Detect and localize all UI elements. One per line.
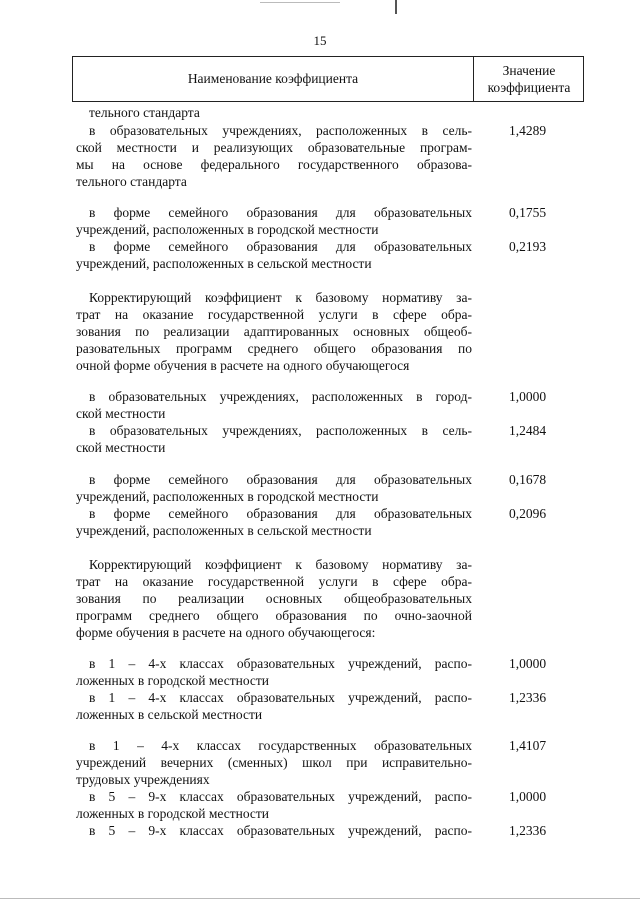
header-value-column xyxy=(474,57,584,101)
text-line: ской местности xyxy=(76,406,166,421)
text-line: трудовых учреждениях xyxy=(76,772,210,787)
text-line: в форме семейного образования для образовательных xyxy=(89,506,472,521)
scan-mark xyxy=(0,898,640,899)
text-line: Корректирующий коэффициент к базовому нормативу за- xyxy=(89,557,472,572)
header-name-column: Наименование коэффициента xyxy=(187,71,359,86)
coefficient-value: 1,4289 xyxy=(508,123,547,138)
text-line: ложенных в сельской местности xyxy=(76,707,263,722)
text-line: в образовательных учреждениях, расположенных в сель- xyxy=(89,423,472,438)
text-line: учреждений, расположенных в городской местности xyxy=(76,489,379,504)
coefficient-value: 1,0000 xyxy=(508,389,547,404)
text-line: в форме семейного образования для образовательных xyxy=(89,472,472,487)
text-line: в 5 – 9-х классах образовательных учреждений, распо- xyxy=(89,789,472,804)
header-value-line1: Значение xyxy=(502,63,556,78)
text-line: в 1 – 4-х классах государственных образовательных xyxy=(89,738,472,753)
coefficient-value: 0,2193 xyxy=(508,239,547,254)
header-value-line2: коэффициента xyxy=(487,80,571,95)
text-line: тельного стандарта xyxy=(76,174,187,189)
text-line: Корректирующий коэффициент к базовому нормативу за- xyxy=(89,290,472,305)
text-line: в 1 – 4-х классах образовательных учреждений, распо- xyxy=(89,690,472,705)
text-line: учреждений, расположенных в сельской местности xyxy=(76,256,372,271)
scan-mark xyxy=(260,2,340,3)
coefficient-value: 1,2336 xyxy=(508,823,547,838)
coefficient-value: 0,2096 xyxy=(508,506,547,521)
text-line: очной форме обучения в расчете на одного обучающегося xyxy=(76,358,410,373)
coefficient-value: 1,0000 xyxy=(508,789,547,804)
text-line: в 1 – 4-х классах образовательных учреждений, распо- xyxy=(89,656,472,671)
page-number: 15 xyxy=(313,33,327,48)
text-line: учреждений, расположенных в городской местности xyxy=(76,222,379,237)
text-line: ской местности и реализующих образовательные програм- xyxy=(76,140,472,155)
text-line: форме обучения в расчете на одного обучающегося: xyxy=(76,625,376,640)
text-line: зования по реализации основных общеобразовательных xyxy=(76,591,472,606)
coefficient-value: 1,2336 xyxy=(508,690,547,705)
text-line: мы на основе федерального государственного образова- xyxy=(76,157,472,172)
coefficient-value: 1,2484 xyxy=(508,423,547,438)
text-line: ской местности xyxy=(76,440,166,455)
coefficient-value: 0,1755 xyxy=(508,205,547,220)
text-line: учреждений, расположенных в сельской местности xyxy=(76,523,372,538)
scan-mark xyxy=(395,0,397,14)
text-line: учреждений вечерних (сменных) школ при исправительно- xyxy=(76,755,472,770)
coefficient-value: 1,4107 xyxy=(508,738,547,753)
text-line: программ среднего общего образования по очно-заочной xyxy=(76,608,472,623)
text-line: ложенных в городской местности xyxy=(76,806,270,821)
text-line: разовательных программ среднего общего образования по xyxy=(76,341,472,356)
text-line: ложенных в городской местности xyxy=(76,673,270,688)
table-header xyxy=(72,56,584,102)
text-line: трат на оказание государственной услуги в сфере обра- xyxy=(76,574,472,589)
text-line: в форме семейного образования для образовательных xyxy=(89,205,472,220)
text-line: трат на оказание государственной услуги в сфере обра- xyxy=(76,307,472,322)
text-line: в форме семейного образования для образовательных xyxy=(89,239,472,254)
text-line: тельного стандарта xyxy=(89,105,200,120)
coefficient-value: 0,1678 xyxy=(508,472,547,487)
text-line: зования по реализации адаптированных основных общеоб- xyxy=(76,324,472,339)
text-line: в 5 – 9-х классах образовательных учреждений, распо- xyxy=(89,823,472,838)
text-line: в образовательных учреждениях, расположенных в город- xyxy=(89,389,472,404)
coefficient-value: 1,0000 xyxy=(508,656,547,671)
text-line: в образовательных учреждениях, расположенных в сель- xyxy=(89,123,472,138)
